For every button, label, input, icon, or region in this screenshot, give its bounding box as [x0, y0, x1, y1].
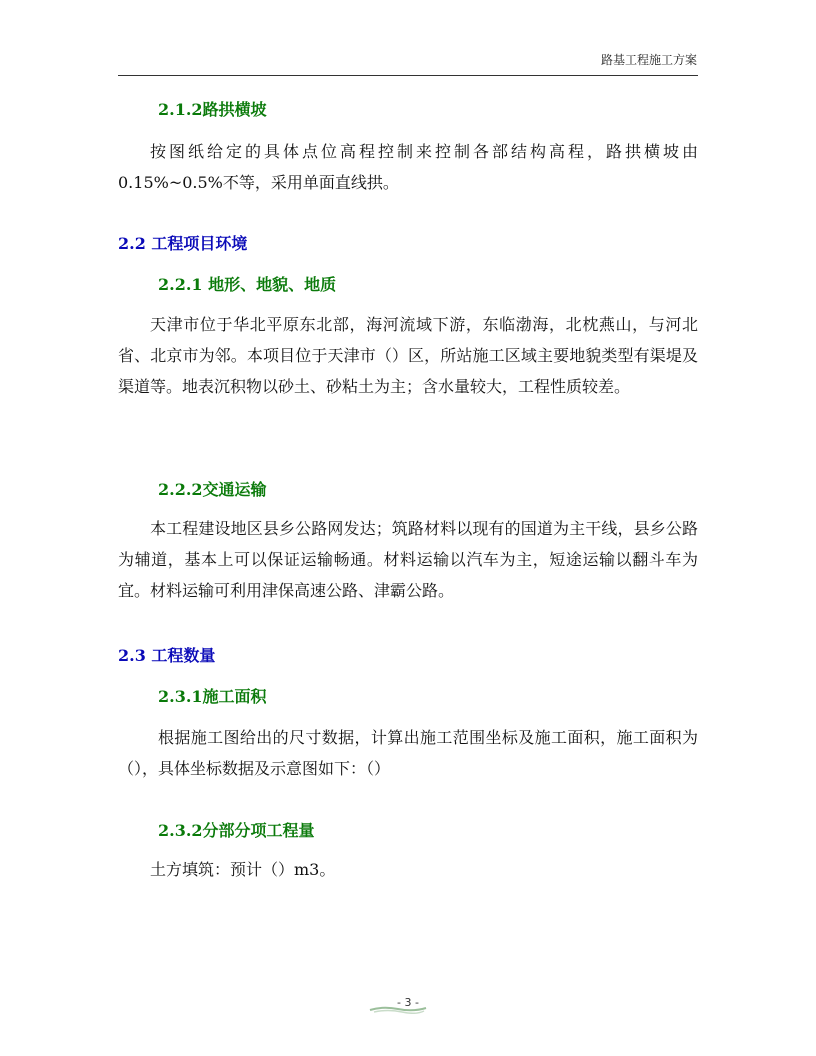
paragraph-quantity: 土方填筑：预计（）m3。 [150, 860, 336, 879]
heading-2-3: 2.3 工程数量 [118, 646, 216, 665]
paragraph-area: 根据施工图给出的尺寸数据，计算出施工范围坐标及施工面积，施工面积为（），具体坐标数据及示意图如下：（） [118, 728, 698, 778]
paragraph-terrain: 天津市位于华北平原东北部，海河流域下游，东临渤海，北枕燕山，与河北省、北京市为邻。本项目位于天津市（）区，所站施工区域主要地貌类型有渠堤及渠道等。地表沉积物以砂土、砂粘土为主；含水量较大，工程性质较差。 [118, 315, 698, 396]
heading-2-3-1: 2.3.1施工面积 [158, 687, 267, 706]
page-number: - 3 - [397, 996, 419, 1009]
heading-2-2: 2.2 工程项目环境 [118, 234, 248, 253]
page-number-decoration [368, 1004, 428, 1014]
header-rule [118, 75, 698, 76]
heading-2-2-1: 2.2.1 地形、地貌、地质 [158, 275, 337, 294]
paragraph-road-crown: 按图纸给定的具体点位高程控制来控制各部结构高程，路拱横坡由0.15%~0.5%不等，采用单面直线拱。 [118, 142, 698, 192]
paragraph-transport: 本工程建设地区县乡公路网发达；筑路材料以现有的国道为主干线，县乡公路为辅道，基本上可以保证运输畅通。材料运输以汽车为主，短途运输以翻斗车为宜。材料运输可利用津保高速公路、津霸公路。 [118, 519, 698, 600]
heading-2-3-2: 2.3.2分部分项工程量 [158, 821, 315, 840]
heading-2-2-2: 2.2.2交通运输 [158, 480, 267, 499]
heading-2-1-2: 2.1.2路拱横坡 [158, 100, 267, 119]
header-title: 路基工程施工方案 [600, 53, 697, 67]
